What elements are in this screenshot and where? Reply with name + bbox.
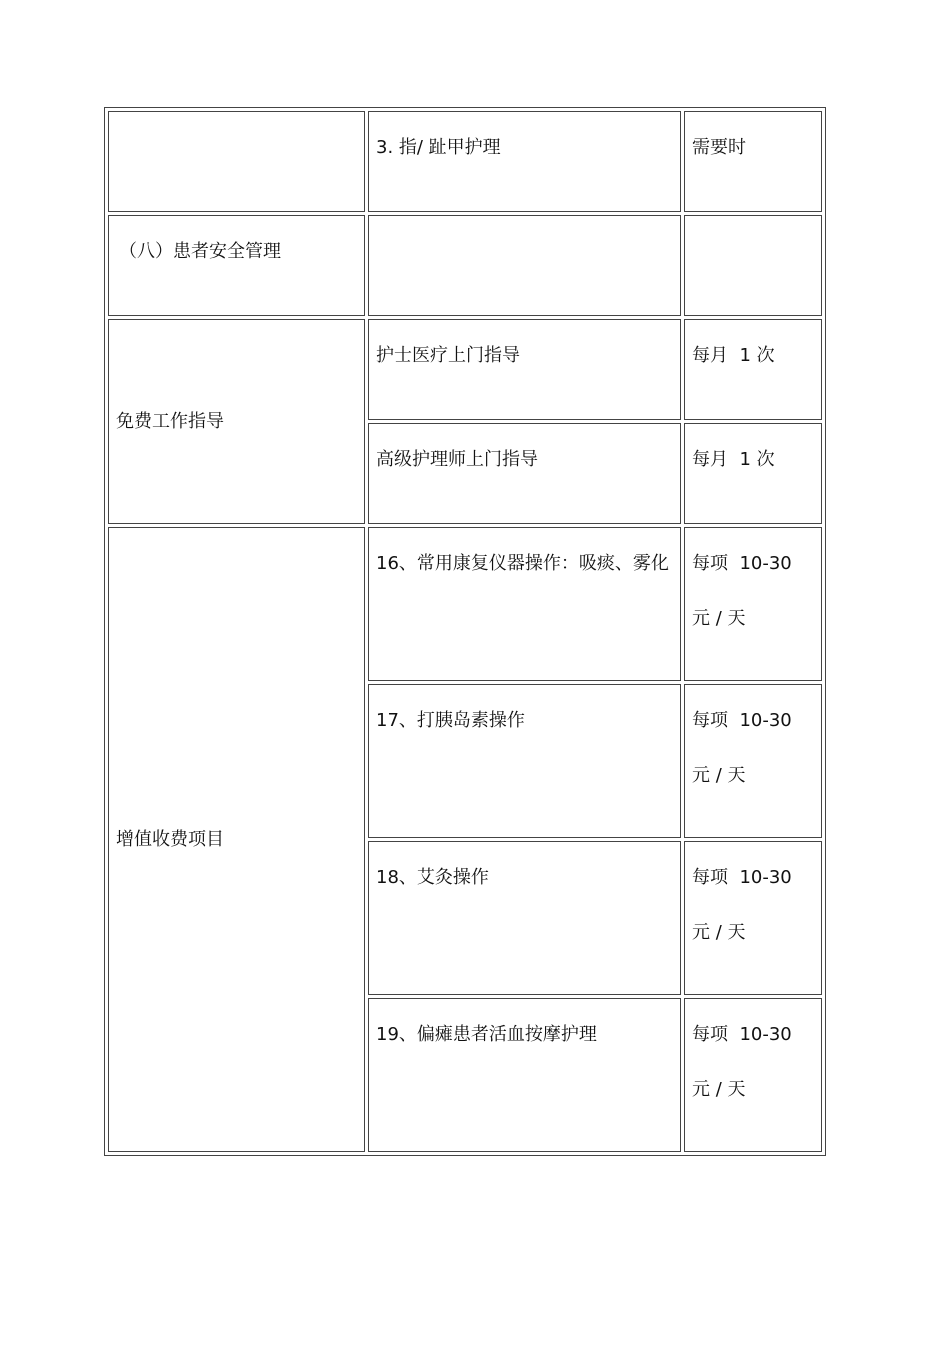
table-cell <box>684 423 822 524</box>
service-table <box>104 107 826 1156</box>
table-cell <box>108 111 365 212</box>
table-row <box>108 319 822 420</box>
service-name: 17、打胰岛素操作 <box>376 710 525 731</box>
service-name: 高级护理师上门指导 <box>376 449 538 470</box>
service-frequency: 每项 10-30 元 / 天 <box>692 553 804 629</box>
service-name: 18、艾灸操作 <box>376 867 489 888</box>
group-label-cell <box>108 527 365 1152</box>
table-cell <box>684 215 822 316</box>
section-heading: （八）患者安全管理 <box>119 241 281 262</box>
table-cell <box>368 841 681 995</box>
table-row <box>108 111 822 212</box>
group-label-cell <box>108 319 365 524</box>
table-cell <box>684 319 822 420</box>
service-frequency <box>685 199 821 224</box>
table-cell <box>368 423 681 524</box>
table-row <box>108 527 822 681</box>
table-cell <box>368 319 681 420</box>
service-frequency: 需要时 <box>692 137 746 158</box>
table-cell <box>684 998 822 1152</box>
table-cell <box>684 527 822 681</box>
table-cell <box>368 998 681 1152</box>
service-frequency: 每项 10-30 元 / 天 <box>692 710 804 786</box>
service-name: 16、常用康复仪器操作：吸痰、雾化 <box>376 553 669 574</box>
service-frequency: 每项 10-30 元 / 天 <box>692 867 804 943</box>
service-name <box>369 199 680 224</box>
group-label: 免费工作指导 <box>116 411 224 432</box>
service-name: 3. 指/ 趾甲护理 <box>376 137 501 158</box>
table-cell <box>368 684 681 838</box>
service-frequency: 每月 1 次 <box>692 449 775 470</box>
table-cell <box>684 111 822 212</box>
service-frequency: 每项 10-30 元 / 天 <box>692 1024 804 1100</box>
table-cell <box>684 841 822 995</box>
table-cell <box>368 215 681 316</box>
group-label: 增值收费项目 <box>116 829 224 850</box>
cell-text <box>109 95 364 120</box>
service-frequency: 每月 1 次 <box>692 345 775 366</box>
table-cell <box>684 684 822 838</box>
table-row <box>108 215 822 316</box>
table-cell <box>368 527 681 681</box>
service-name: 护士医疗上门指导 <box>376 345 520 366</box>
table-cell <box>108 215 365 316</box>
service-name: 19、偏瘫患者活血按摩护理 <box>376 1024 597 1045</box>
table-cell <box>368 111 681 212</box>
